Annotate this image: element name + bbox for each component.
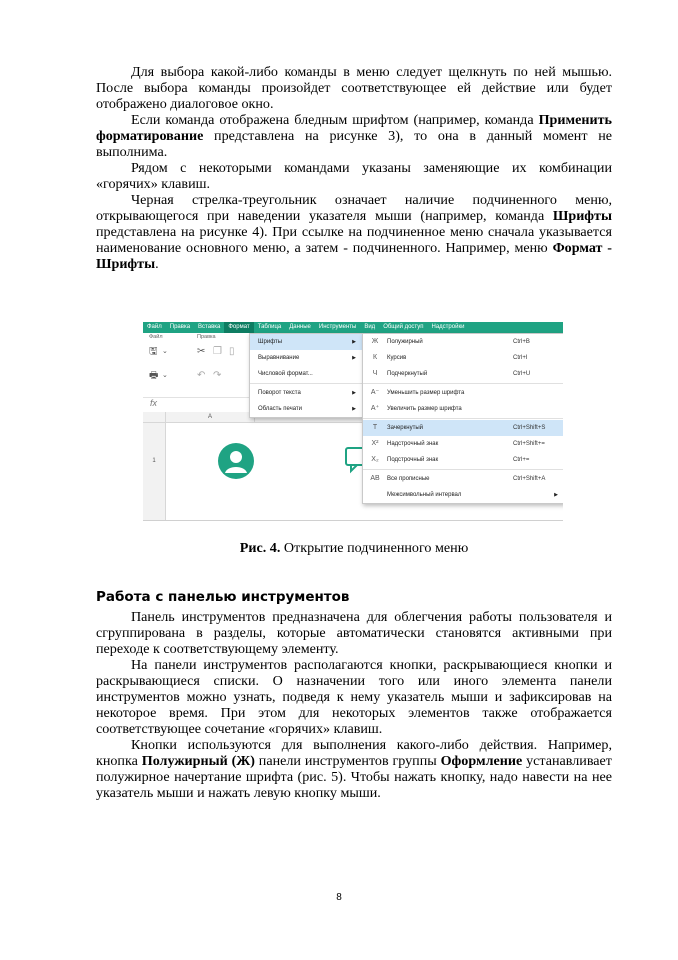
top-paragraph-4 bbox=[96, 192, 612, 272]
fonts-submenu-item-4[interactable] bbox=[363, 385, 563, 401]
menu-item-label: Числовой формат... bbox=[258, 371, 313, 377]
fonts-submenu-item-7[interactable] bbox=[363, 436, 563, 452]
submenu-arrow-icon: ▶ bbox=[352, 406, 356, 412]
bottom-paragraph-3 bbox=[96, 737, 612, 801]
shortcut-label: Ctrl+B bbox=[513, 339, 530, 345]
fonts-submenu-item-10[interactable] bbox=[363, 487, 563, 503]
fonts-submenu-item-5[interactable] bbox=[363, 401, 563, 417]
menubar-item-10[interactable]: Надстройки bbox=[431, 324, 465, 330]
fonts-submenu-item-6[interactable] bbox=[363, 420, 563, 436]
paste-icon: ▯ bbox=[229, 346, 235, 357]
font-style-icon: A⁺ bbox=[370, 405, 380, 412]
format-menu-item-2[interactable] bbox=[250, 350, 362, 366]
format-menu-item-4[interactable] bbox=[250, 385, 362, 401]
text-run: Рядом с некоторыми командами указаны заменяющие их комбинации «горячих» клавиш. bbox=[96, 160, 612, 192]
menu-item-label: Увеличить размер шрифта bbox=[387, 406, 462, 412]
menubar-item-1[interactable]: Файл bbox=[147, 324, 162, 330]
bold-term: Применить форматирование bbox=[96, 112, 612, 144]
row-header-1: 1 bbox=[143, 423, 166, 520]
shortcut-label: Ctrl+U bbox=[513, 371, 531, 377]
figure-screenshot bbox=[143, 322, 563, 521]
menubar-item-7[interactable]: Инструменты bbox=[318, 324, 357, 330]
fonts-submenu-item-3[interactable] bbox=[363, 366, 563, 382]
text-run: Для выбора какой-либо команды в меню следует щелкнуть по ней мышью. После выбора команды произойдет соответствующее ей действие или будет отображено диалоговое окно. bbox=[96, 64, 612, 112]
menubar-item-8[interactable]: Вид bbox=[364, 324, 376, 330]
menubar-item-5[interactable]: Таблица bbox=[257, 324, 282, 330]
body-text-top bbox=[96, 64, 612, 272]
bottom-paragraph-1 bbox=[96, 609, 612, 657]
page-number: 8 bbox=[336, 892, 342, 903]
text-run: представлена на рисунке 3), то она в данный момент не выполнима. bbox=[96, 128, 612, 160]
shortcut-label: Ctrl+Shift+A bbox=[513, 476, 546, 482]
font-style-icon: Т bbox=[372, 424, 378, 431]
menu-item-label: Курсив bbox=[387, 355, 407, 361]
menu-item-label: Подстрочный знак bbox=[387, 457, 439, 463]
fonts-submenu-item-2[interactable] bbox=[363, 350, 563, 366]
menu-item-label: Надстрочный знак bbox=[387, 441, 439, 447]
submenu-arrow-icon: ▶ bbox=[352, 390, 356, 396]
shortcut-label: Ctrl+Shift+S bbox=[513, 425, 546, 431]
bold-term: Оформление bbox=[440, 753, 523, 769]
fonts-submenu-item-8[interactable] bbox=[363, 452, 563, 468]
text-run: Кнопки используются для выполнения какого-либо действия. Например, кнопка bbox=[96, 737, 612, 769]
menu-item-label: Межсимвольный интервал bbox=[387, 492, 462, 498]
text-run: Если команда отображена бледным шрифтом (например, команда bbox=[131, 112, 539, 128]
redo-icon: ↷ bbox=[213, 370, 222, 381]
undo-icon: ↶ bbox=[197, 370, 206, 381]
bold-term: Шрифты bbox=[552, 208, 612, 224]
menubar-item-2[interactable]: Правка bbox=[169, 324, 191, 330]
submenu-arrow-icon: ▶ bbox=[352, 355, 356, 361]
text-run: Черная стрелка-треугольник означает наличие подчиненного меню, открывающегося при наведении указателя мыши (например, команда bbox=[96, 192, 612, 224]
font-style-icon: X₂ bbox=[371, 456, 379, 463]
format-menu bbox=[249, 333, 363, 418]
submenu-arrow-icon: ▶ bbox=[352, 339, 356, 345]
font-style-icon: AB bbox=[370, 475, 380, 482]
menu-item-label: Выравнивание bbox=[258, 355, 300, 361]
shortcut-label: Ctrl+I bbox=[513, 355, 528, 361]
submenu-arrow-icon: ▶ bbox=[554, 492, 558, 498]
save-icon: 🖫 bbox=[149, 346, 158, 357]
text-run: Панель инструментов предназначена для облегчения работы пользователя и сгруппирована в разделы, которые автоматически становятся активными при переходе к соответствующему элементу. bbox=[96, 609, 612, 657]
menu-item-label: Зачеркнутый bbox=[387, 425, 423, 431]
menu-item-label: Область печати bbox=[258, 406, 303, 412]
toolbar-group-edit: Правка bbox=[197, 334, 216, 340]
menu-item-label: Полужирный bbox=[387, 339, 423, 345]
fonts-submenu bbox=[362, 333, 563, 504]
text-run: панели инструментов группы bbox=[254, 753, 441, 769]
fonts-submenu-item-1[interactable] bbox=[363, 334, 563, 350]
format-menu-item-5[interactable] bbox=[250, 401, 362, 417]
toolbar-group-file: Файл bbox=[149, 334, 163, 340]
menubar-item-3[interactable]: Вставка bbox=[198, 324, 221, 330]
menu-item-label: Все прописные bbox=[387, 476, 430, 482]
bottom-paragraph-2 bbox=[96, 657, 612, 737]
body-text-bottom bbox=[96, 609, 612, 801]
menu-item-label: Подчеркнутый bbox=[387, 371, 428, 377]
user-avatar-icon bbox=[217, 442, 255, 480]
menubar-item-6[interactable]: Данные bbox=[289, 324, 311, 330]
text-run: . bbox=[155, 256, 159, 272]
chevron-down-icon-2: ⌄ bbox=[162, 372, 168, 379]
top-paragraph-2 bbox=[96, 112, 612, 160]
bold-term: Формат - Шрифты bbox=[96, 240, 612, 272]
font-style-icon: Ж bbox=[371, 338, 379, 345]
section-heading: Работа с панелью инструментов bbox=[96, 589, 350, 605]
menu-item-label: Уменьшить размер шрифта bbox=[387, 390, 465, 396]
fonts-submenu-item-9[interactable] bbox=[363, 471, 563, 487]
cut-icon: ✂ bbox=[197, 346, 206, 357]
font-style-icon: Ч bbox=[372, 370, 378, 377]
menu-item-label: Шрифты bbox=[258, 339, 283, 345]
corner-cell bbox=[143, 412, 166, 423]
font-style-icon: X² bbox=[371, 440, 379, 447]
menubar-item-4[interactable]: Формат bbox=[224, 322, 253, 333]
menu-item-label: Поворот текста bbox=[258, 390, 301, 396]
text-run: устанавливает полужирное начертание шрифта (рис. 5). Чтобы нажать кнопку, надо навести на нее указатель мыши и нажать левую кнопку мыши. bbox=[96, 753, 612, 801]
print-icon: 🖶 bbox=[149, 370, 159, 381]
bold-term: Полужирный (Ж) bbox=[141, 753, 255, 769]
format-menu-item-1[interactable] bbox=[250, 334, 362, 350]
top-paragraph-1 bbox=[96, 64, 612, 112]
text-run: представлена на рисунке 4). При ссылке на подчиненное меню сначала указывается наименование основного меню, а затем - подчиненного. Например, меню bbox=[96, 224, 612, 256]
top-paragraph-3 bbox=[96, 160, 612, 192]
shortcut-label: Ctrl+Shift+= bbox=[513, 441, 545, 447]
copy-icon: ❐ bbox=[213, 346, 222, 357]
text-run: На панели инструментов располагаются кнопки, раскрывающиеся кнопки и раскрывающиеся списки. О назначении того или иного элемента панели инструментов можно узнать, подведя к нему указатель мыши и зафиксировав на некоторое время. При этом для некоторых элементов также отображается соответствующее сочетание «горячих» клавиш. bbox=[96, 657, 612, 737]
chevron-down-icon: ⌄ bbox=[162, 348, 168, 355]
app-menubar bbox=[143, 322, 563, 333]
font-style-icon: A⁻ bbox=[370, 389, 380, 396]
formula-fx-icon: fx bbox=[150, 398, 158, 408]
column-header-a: A bbox=[166, 412, 255, 423]
shortcut-label: Ctrl+= bbox=[513, 457, 530, 463]
menubar-item-9[interactable]: Общий доступ bbox=[383, 324, 424, 330]
figure-caption: Рис. 4. Открытие подчиненного меню bbox=[239, 540, 469, 556]
format-menu-item-3[interactable] bbox=[250, 366, 362, 382]
font-style-icon: К bbox=[372, 354, 378, 361]
